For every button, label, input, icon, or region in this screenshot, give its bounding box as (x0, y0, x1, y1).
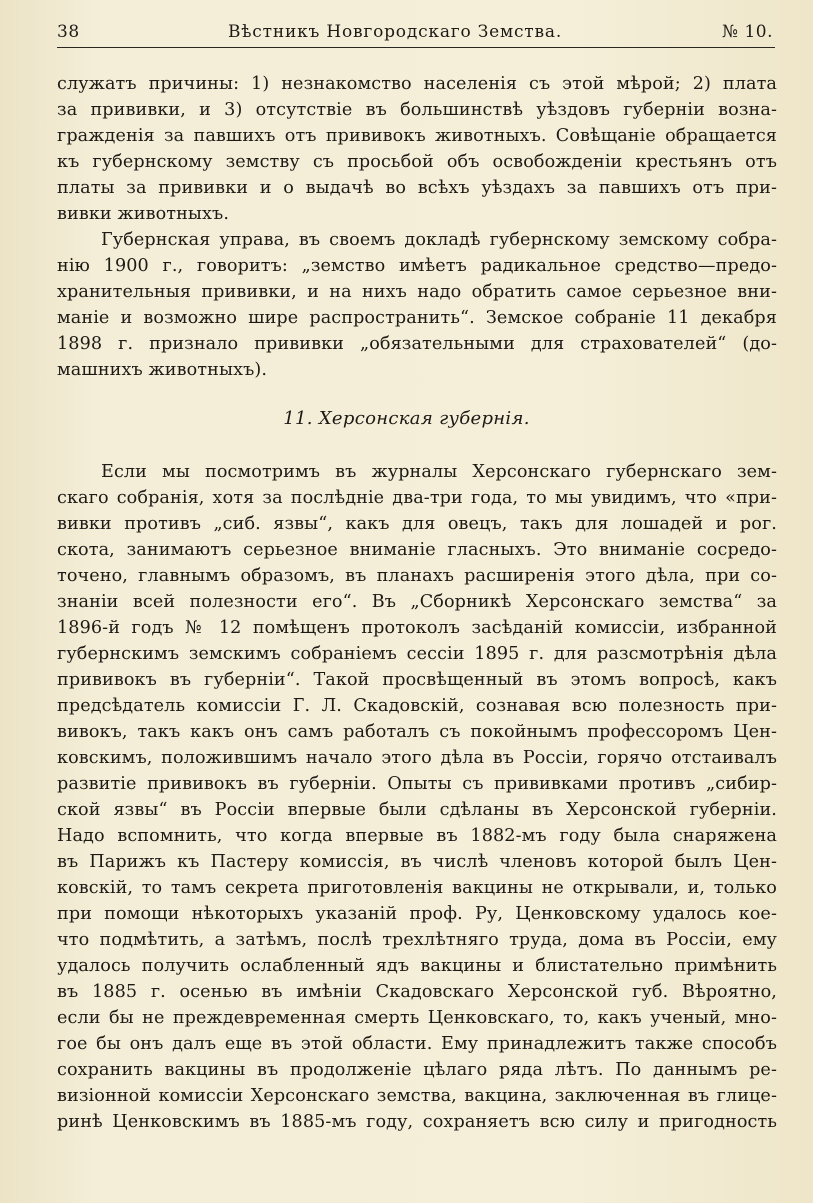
paragraph-3 (57, 459, 777, 1135)
text-line: губернскимъ земскимъ собраніемъ сессіи 1895 г. для разсмотрѣнія дѣла (57, 644, 777, 664)
text-line: развитіе прививокъ въ губерніи. Опыты съ прививками противъ „сибир- (57, 774, 777, 794)
text-line: скота, занимаютъ серьезное вниманіе гласныхъ. Это вниманіе сосредо- (57, 540, 777, 560)
text-line: Губернская управа, въ своемъ докладѣ губернскому земскому собра- (101, 230, 777, 250)
text-line: гое бы онъ далъ еще въ этой области. Ему принадлежитъ также способъ (57, 1034, 777, 1054)
text-line: машнихъ животныхъ). (57, 360, 268, 380)
text-line: точено, главнымъ образомъ, въ планахъ расширенія этого дѣла, при со- (57, 566, 777, 586)
text-line: скаго собранія, хотя за послѣдніе два-три года, то мы увидимъ, что «при- (57, 488, 777, 508)
text-line: если бы не преждевременная смерть Ценковскаго, то, какъ ученый, мно- (57, 1008, 777, 1028)
text-line: за прививки, и 3) отсутствіе въ большинствѣ уѣздовъ губерніи возна- (57, 100, 777, 120)
text-line: сохранить вакцины въ продолженіе цѣлаго ряда лѣтъ. По даннымъ ре- (57, 1060, 777, 1080)
text-line: Если мы посмотримъ въ журналы Херсонскаго губернскаго зем- (101, 462, 777, 482)
text-line: вивки животныхъ. (57, 204, 230, 224)
running-header (57, 22, 773, 48)
text-line: что подмѣтить, а затѣмъ, послѣ трехлѣтняго труда, дома въ Россіи, ему (57, 930, 777, 950)
text-line: предсѣдатель комиссіи Г. Л. Скадовскій, сознавая всю полезность при- (57, 696, 777, 716)
text-line: ской язвы“ въ Россіи впервые были сдѣланы въ Херсонской губерніи. (57, 800, 777, 820)
text-line: маніе и возможно шире распространить“. Земское собраніе 11 декабря (57, 308, 777, 328)
text-line: при помощи нѣкоторыхъ указаній проф. Ру, Ценковскому удалось кое- (57, 904, 777, 924)
text-line: вивокъ, такъ какъ онъ самъ работалъ съ покойнымъ профессоромъ Цен- (57, 722, 777, 742)
text-line: къ губернскому земству съ просьбой объ освобожденіи крестьянъ отъ (57, 152, 777, 172)
text-line: служатъ причины: 1) незнакомство населенія съ этой мѣрой; 2) плата (57, 74, 777, 94)
text-line: 1896-й годъ № 12 помѣщенъ протоколъ засѣданій комиссіи, избранной (57, 618, 777, 638)
text-line: прививокъ въ губерніи“. Такой просвѣщенный въ этомъ вопросѣ, какъ (57, 670, 777, 690)
paragraph-2 (57, 227, 777, 383)
text-line: нію 1900 г., говоритъ: „земство имѣетъ радикальное средство—предо- (57, 256, 777, 276)
section-heading: 11. Херсонская губернія. (283, 408, 530, 429)
text-line: въ Парижъ къ Пастеру комиссія, въ числѣ членовъ которой былъ Цен- (57, 852, 777, 872)
journal-title: Вѣстникъ Новгородскаго Земства. (227, 22, 563, 42)
page-number: 38 (57, 22, 80, 42)
issue-number: № 10. (721, 22, 773, 42)
text-line: ковскимъ, положившимъ начало этого дѣла въ Россіи, горячо отстаивалъ (57, 748, 777, 768)
header-rule (57, 47, 775, 48)
text-line: знаніи всей полезности его“. Въ „Сборникѣ Херсонскаго земства“ за (57, 592, 777, 612)
text-line: платы за прививки и о выдачѣ во всѣхъ уѣздахъ за павшихъ отъ при- (57, 178, 777, 198)
text-line: Надо вспомнить, что когда впервые въ 1882-мъ году была снаряжена (57, 826, 777, 846)
text-line: визіонной комиссіи Херсонскаго земства, вакцина, заключенная въ глице- (57, 1086, 777, 1106)
text-line: хранительныя прививки, и на нихъ надо обратить самое серьезное вни- (57, 282, 777, 302)
text-line: въ 1885 г. осенью въ имѣніи Скадовскаго Херсонской губ. Вѣроятно, (57, 982, 777, 1002)
text-line: ковскій, то тамъ секрета приготовленія вакцины не открывали, и, только (57, 878, 777, 898)
text-line: вивки противъ „сиб. язвы“, какъ для овецъ, такъ для лошадей и рог. (57, 514, 777, 534)
text-line: ринѣ Ценковскимъ въ 1885-мъ году, сохраняетъ всю силу и пригодность (57, 1112, 777, 1132)
text-line: 1898 г. признало прививки „обязательными для страхователей“ (до- (57, 334, 777, 354)
text-line: гражденія за павшихъ отъ прививокъ животныхъ. Совѣщаніе обращается (57, 126, 777, 146)
paragraph-1 (57, 71, 777, 227)
text-line: удалось получить ослабленный ядъ вакцины и блистательно примѣнить (57, 956, 777, 976)
